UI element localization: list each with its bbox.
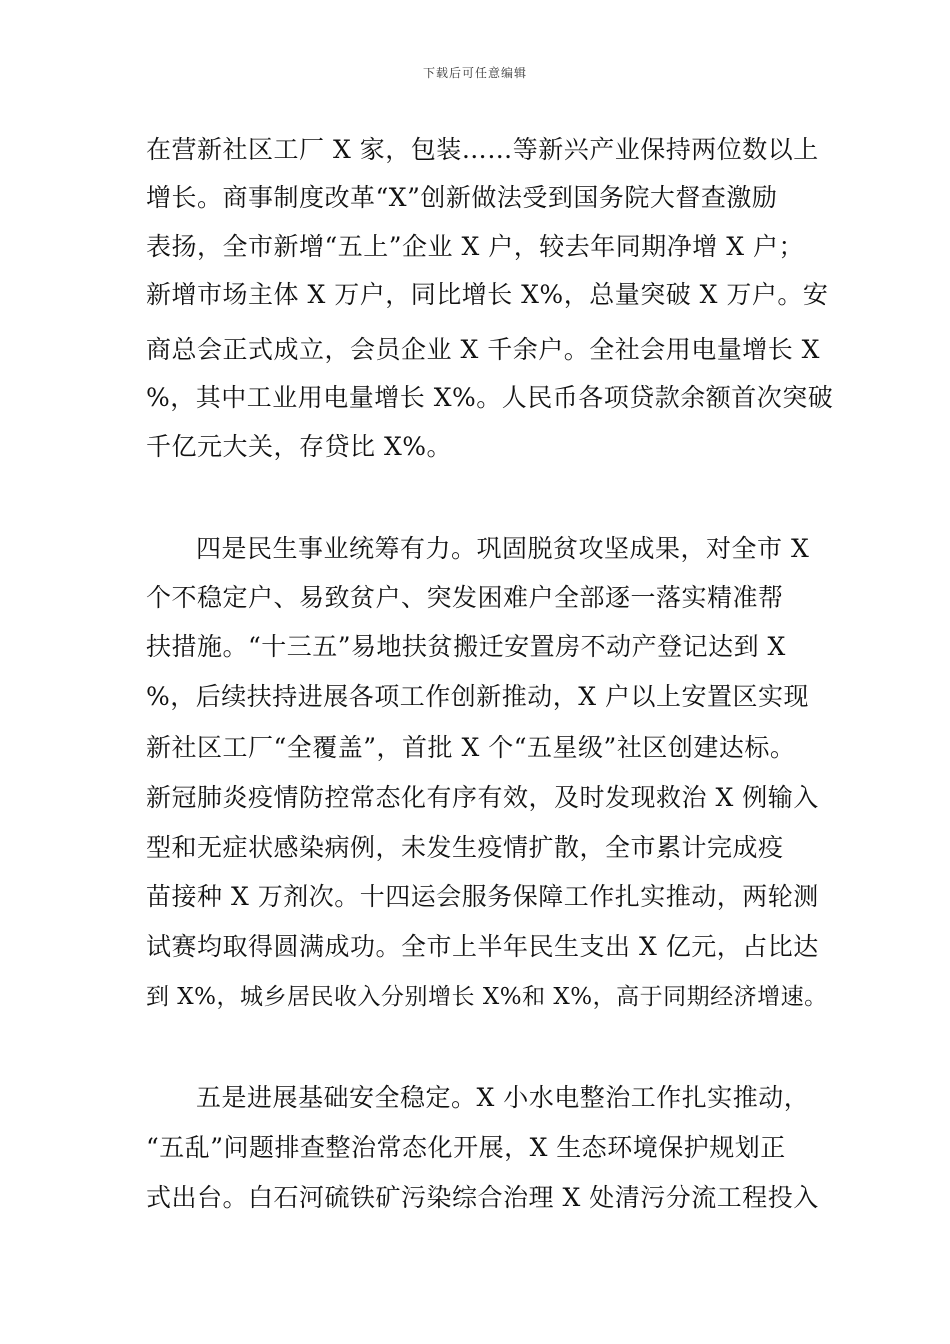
paragraph-1-line-7: 千亿元大关，存贷比 X%。 [146,432,453,461]
paragraph-2-line-4: %，后续扶持进展各项工作创新推动，X 户以上安置区实现 [146,682,810,711]
paragraph-1-line-3: 表扬，全市新增“五上”企业 X 户，较去年同期净增 X 户； [146,232,804,261]
paragraph-1-line-6: %，其中工业用电量增长 X%。人民币各项贷款余额首次突破 [146,383,834,412]
page-header-note: 下载后可任意编辑 [422,66,527,80]
paragraph-2-line-10: 到 X%，城乡居民收入分别增长 X%和 X%，高于同期经济增速。 [146,984,828,1010]
paragraph-3-line-1: 五是进展基础安全稳定。X 小水电整治工作扎实推动， [196,1083,810,1112]
paragraph-2-line-2: 个不稳定户、易致贫户、突发困难户全部逐一落实精准帮 [146,583,784,612]
paragraph-2-line-5: 新社区工厂“全覆盖”，首批 X 个“五星级”社区创建达标。 [146,733,796,762]
paragraph-1-line-5: 商总会正式成立，会员企业 X 千余户。全社会用电量增长 X [146,335,820,364]
paragraph-1-line-1: 在营新社区工厂 X 家，包装……等新兴产业保持两位数以上 [146,135,819,164]
paragraph-2-line-6: 新冠肺炎疫情防控常态化有序有效，及时发现救治 X 例输入 [146,783,819,812]
paragraph-2-line-8: 苗接种 X 万剂次。十四运会服务保障工作扎实推动，两轮测 [146,882,819,911]
paragraph-3-line-2: “五乱”问题排查整治常态化开展，X 生态环境保护规划正 [146,1133,786,1162]
paragraph-1-line-2: 增长。商事制度改革“X”创新做法受到国务院大督查激励 [146,183,778,212]
paragraph-1-line-4: 新增市场主体 X 万户，同比增长 X%，总量突破 X 万户。安 [146,280,829,309]
paragraph-2-line-9: 试赛均取得圆满成功。全市上半年民生支出 X 亿元，占比达 [146,932,819,961]
paragraph-3-line-3: 式出台。白石河硫铁矿污染综合治理 X 处清污分流工程投入 [146,1183,819,1212]
paragraph-2-line-7: 型和无症状感染病例，未发生疫情扩散，全市累计完成疫 [146,833,784,862]
paragraph-2-line-3: 扶措施。“十三五”易地扶贫搬迁安置房不动产登记达到 X [146,632,786,661]
paragraph-2-line-1: 四是民生事业统筹有力。巩固脱贫攻坚成果，对全市 X [196,534,810,563]
